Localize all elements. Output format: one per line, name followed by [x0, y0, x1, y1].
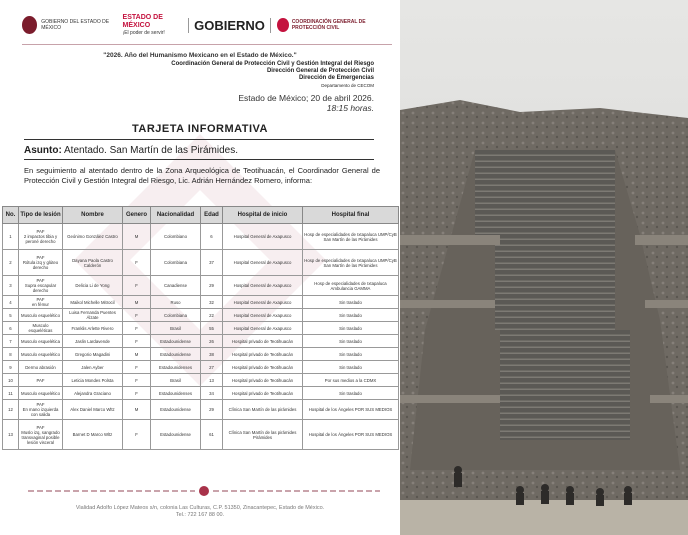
table-cell: F	[123, 420, 151, 450]
table-cell: Musculo esquelético	[19, 309, 63, 322]
table-row	[3, 224, 399, 250]
flower-icon	[199, 486, 209, 496]
table-cell: F	[123, 387, 151, 400]
table-cell: Colombiano	[151, 224, 201, 250]
table-cell: Alejandra Graciano	[63, 387, 123, 400]
date-text: Estado de México; 20 de abril 2026.	[238, 93, 374, 103]
table-row	[3, 400, 399, 420]
footer-dash-right	[213, 490, 380, 492]
table-row	[3, 335, 399, 348]
table-cell: Sin traslado	[303, 296, 399, 309]
table-cell: 6	[201, 224, 223, 250]
table-cell: Hospital General de Axapusco	[223, 309, 303, 322]
table-cell: Hospital de los Ángeles POR SUS MEDIOS	[303, 400, 399, 420]
table-cell: PAF En mano izquierda con salida	[19, 400, 63, 420]
table-row	[3, 361, 399, 374]
place-date	[238, 93, 374, 113]
table-cell: Estadounidense	[151, 420, 201, 450]
table-row	[3, 420, 399, 450]
table-cell: Hosp de especialidades de Ixtapaluca UMP/CyB San Martín de las Pirámides	[303, 250, 399, 276]
table-cell: Hospital privado de Teotihuacán	[223, 374, 303, 387]
table-cell: 27	[201, 361, 223, 374]
table-cell: Clínica San Martín de las pirámides	[223, 400, 303, 420]
table-cell: Por sus medios a la CDMX	[303, 374, 399, 387]
table-cell: 34	[201, 387, 223, 400]
table-header-cell: Hospital de inicio	[223, 207, 303, 224]
table-cell: PAF 2 impactos tibia y peroné derecho	[19, 224, 63, 250]
table-cell: Hosp de especialidades de Ixtapaluca UMP/CyB San Martín de las Pirámides	[303, 224, 399, 250]
table-cell: 29	[201, 400, 223, 420]
table-cell: Musculo esquelética	[19, 335, 63, 348]
table-cell: Sin traslado	[303, 322, 399, 335]
table-cell: 26	[201, 335, 223, 348]
mexico-logo	[123, 14, 183, 36]
table-row	[3, 296, 399, 309]
table-cell: Hospital General de Axapusco	[223, 296, 303, 309]
table-cell: Colombiana	[151, 309, 201, 322]
state-seal-icon	[22, 16, 37, 34]
table-cell: Sin traslado	[303, 361, 399, 374]
table-cell: 13	[201, 374, 223, 387]
table-cell: M	[123, 400, 151, 420]
coord-line-4: Departamento de CECOM	[321, 83, 374, 88]
table-cell: Sin traslado	[303, 348, 399, 361]
table-cell: F	[123, 322, 151, 335]
table-cell: Hosp de especialidades de Ixtapaluca Ambulancia GAMMA	[303, 276, 399, 296]
table-header-cell: Hospital final	[303, 207, 399, 224]
table-header-cell: Tipo de lesión	[19, 207, 63, 224]
time-text: 18:15 horas.	[326, 103, 374, 113]
table-cell: 1	[3, 224, 19, 250]
table-cell: 8	[3, 348, 19, 361]
coord-line-3: Dirección de Emergencias	[298, 75, 374, 81]
table-cell: Brasil	[151, 322, 201, 335]
table-row	[3, 250, 399, 276]
subject	[24, 145, 238, 156]
table-cell: Hospital privado de Teotihuacán	[223, 387, 303, 400]
table-row	[3, 309, 399, 322]
table-header-cell: Nombre	[63, 207, 123, 224]
state-logo	[22, 16, 117, 34]
table-cell: Jalen Ayber	[63, 361, 123, 374]
gobierno-label: GOBIERNO	[188, 18, 271, 33]
table-cell: Dermo abrasión	[19, 361, 63, 374]
table-cell: Musculo esquelético	[19, 387, 63, 400]
table-cell: Geónimo González Castro	[63, 224, 123, 250]
table-cell: Brasil	[151, 374, 201, 387]
footer-phone: Tel.: 722 167 88 00.	[175, 512, 225, 518]
table-header-cell: Nacionalidad	[151, 207, 201, 224]
table-cell: Estadounidenses	[151, 361, 201, 374]
footer	[0, 505, 400, 519]
table-cell: Clínica San Martín de las pirámides Pirámides	[223, 420, 303, 450]
table-row	[3, 387, 399, 400]
table-cell: Ruso	[151, 296, 201, 309]
table-cell: Hospital General de Axapusco	[223, 322, 303, 335]
document-title: TARJETA INFORMATIVA	[132, 123, 268, 135]
pyramid-photo	[400, 0, 688, 535]
table-cell: Hospital privado de Teotihuacán	[223, 361, 303, 374]
table-cell: Franklis Arlette Rivero	[63, 322, 123, 335]
table-cell: Hospital de los Ángeles POR SUS MEDIOS	[303, 420, 399, 450]
table-header-cell: Genero	[123, 207, 151, 224]
table-cell: Barnet D Marco Wltz	[63, 420, 123, 450]
table-cell: Alex Daniel Marco Wltz	[63, 400, 123, 420]
table-cell: Hospital General de Axapusco	[223, 224, 303, 250]
table-cell: Maikol Michelle Mitrocil	[63, 296, 123, 309]
table-header-cell: Edad	[201, 207, 223, 224]
table-cell: 38	[201, 348, 223, 361]
table-cell: Gregorio Magadini	[63, 348, 123, 361]
civil-protection-icon	[277, 18, 289, 32]
table-cell: 37	[201, 250, 223, 276]
table-cell: M	[123, 348, 151, 361]
table-cell: Estadounidenses	[151, 387, 201, 400]
table-cell: 2	[3, 250, 19, 276]
table-cell: PAF Muslo izq, sangrado transvaginal posible lesión visceral	[19, 420, 63, 450]
civil-protection-label: COORDINACIÓN GENERAL DE PROTECCIÓN CIVIL	[291, 19, 366, 31]
footer-ornament	[28, 486, 380, 496]
title-divider	[24, 139, 374, 140]
table-row	[3, 374, 399, 387]
mexico-logo-tag: ¡El poder de servir!	[122, 30, 165, 36]
table-cell: PAF Rótula izq y glúteo derecho	[19, 250, 63, 276]
table-cell: F	[123, 335, 151, 348]
table-cell: Estadounidense	[151, 335, 201, 348]
table-cell: F	[123, 276, 151, 296]
table-cell: PAF en fémur	[19, 296, 63, 309]
table-cell: Colombiana	[151, 250, 201, 276]
table-cell: Sin traslado	[303, 387, 399, 400]
table-cell: Luisa Fernanda Puentes Álzate	[63, 309, 123, 322]
table-header-cell: No.	[3, 207, 19, 224]
table-cell: Jaslin Lardavende	[63, 335, 123, 348]
footer-address: Vialidad Adolfo López Mateos s/n, colonia Las Culturas, C.P. 51350, Zinacantepec, Estado de México.	[75, 505, 325, 511]
table-cell: Sin traslado	[303, 335, 399, 348]
table-cell: Hospital privado de Teotihuacán	[223, 335, 303, 348]
table-cell: Musculo esquelético	[19, 348, 63, 361]
coord-line-1: Coordinación General de Protección Civil y Gestión Integral del Riesgo	[171, 61, 374, 67]
table-cell: Leticia Mondes Polsta	[63, 374, 123, 387]
table-cell: 9	[3, 361, 19, 374]
subject-text: Atentado. San Martín de las Pirámides.	[64, 145, 238, 156]
table-cell: Canadiense	[151, 276, 201, 296]
table-cell: Estadounidense	[151, 348, 201, 361]
table-cell: 13	[3, 420, 19, 450]
header-divider	[22, 44, 392, 45]
table-cell: 12	[3, 400, 19, 420]
table-cell: 4	[3, 296, 19, 309]
table-cell: PAF Supra escapular derecho	[19, 276, 63, 296]
pyramid-of-the-sun-image	[400, 0, 688, 535]
table-cell: Estadounidense	[151, 400, 201, 420]
table-cell: Dayana Paola Castro Calderón	[63, 250, 123, 276]
table-cell: 7	[3, 335, 19, 348]
mexico-logo-text: ESTADO DE MÉXICO	[122, 14, 163, 29]
table-cell: 3	[3, 276, 19, 296]
year-motto: "2026. Año del Humanismo Mexicano en el Estado de México."	[103, 52, 297, 59]
state-logo-label: GOBIERNO DEL ESTADO DE MÉXICO	[41, 19, 110, 31]
table-cell: Hospital General de Axapusco	[223, 276, 303, 296]
table-cell: 22	[201, 309, 223, 322]
document-header	[22, 10, 396, 40]
table-cell: Delicia Li de Yong	[63, 276, 123, 296]
table-cell: F	[123, 250, 151, 276]
table-cell: 11	[3, 387, 19, 400]
table-cell: 29	[201, 276, 223, 296]
table-cell: PAF	[19, 374, 63, 387]
intro-paragraph: En seguimiento al atentado dentro de la Zona Arqueológica de Teotihuacán, el Coordinador General de Protección Civil y Gestión Integral del Riesgo, Lic. Adrián Hernández Romero, informa:	[24, 166, 380, 185]
footer-dash-left	[28, 490, 195, 492]
table-cell: 5	[3, 309, 19, 322]
injured-table	[2, 206, 399, 450]
table-cell: 55	[201, 322, 223, 335]
coord-line-2: Dirección General de Protección Civil	[266, 68, 374, 74]
table-cell: 61	[201, 420, 223, 450]
civil-protection-logo	[277, 18, 396, 32]
table-cell: Musculo esqueléticas	[19, 322, 63, 335]
table-cell: 32	[201, 296, 223, 309]
table-row	[3, 348, 399, 361]
subject-label: Asunto:	[24, 145, 62, 156]
table-cell: 10	[3, 374, 19, 387]
table-cell: F	[123, 374, 151, 387]
table-row	[3, 322, 399, 335]
table-header-row	[3, 207, 399, 224]
table-cell: F	[123, 361, 151, 374]
table-cell: 6	[3, 322, 19, 335]
table-row	[3, 276, 399, 296]
table-cell: F	[123, 309, 151, 322]
table-cell: M	[123, 296, 151, 309]
table-cell: M	[123, 224, 151, 250]
table-cell: Sin traslado	[303, 309, 399, 322]
table-cell: Hospital General de Axapusco	[223, 250, 303, 276]
table-cell: Hospital privado de Teotihuacán	[223, 348, 303, 361]
issuing-department	[171, 61, 374, 89]
subject-divider	[24, 159, 374, 160]
